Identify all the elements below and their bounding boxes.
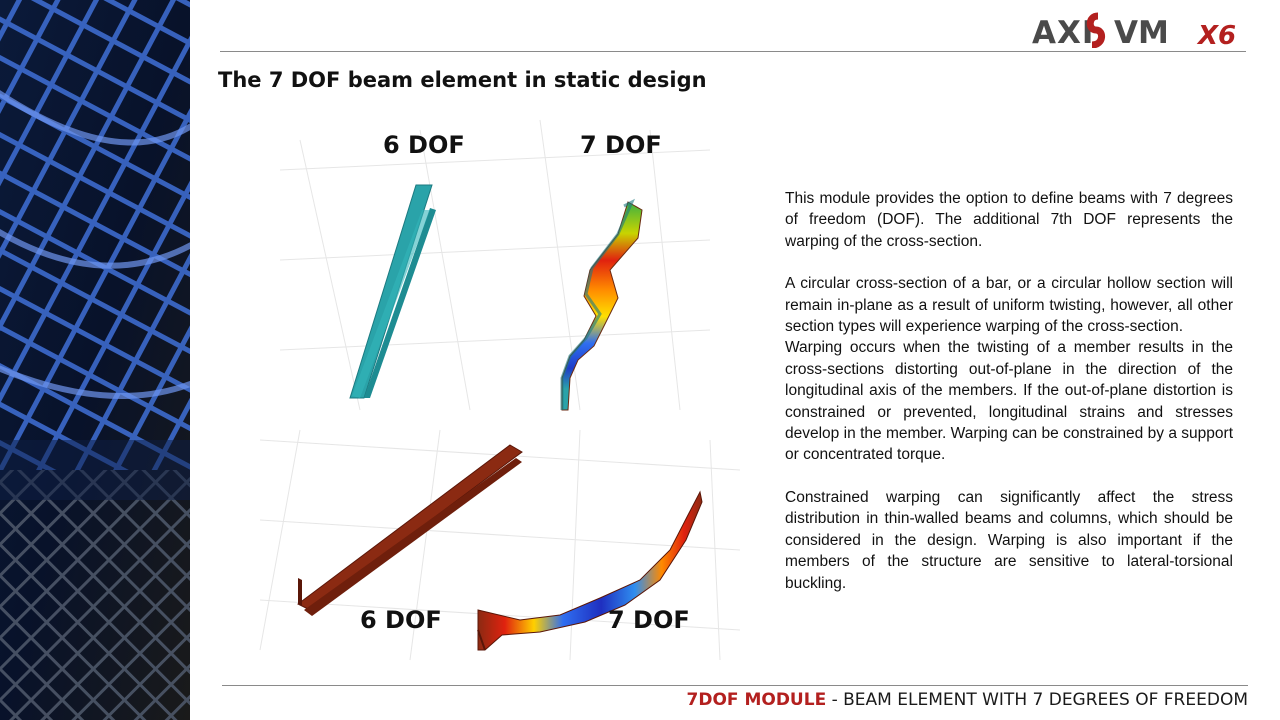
page-title: The 7 DOF beam element in static design: [218, 68, 707, 92]
paragraph-intro: This module provides the option to define beams with 7 degrees of freedom (DOF). The additional 7th DOF represents the warping of the cross-section.: [785, 190, 1233, 250]
beam-6dof-bottom: [298, 445, 522, 616]
beam-7dof-top: [562, 202, 642, 410]
svg-text:X6: X6: [1198, 21, 1237, 48]
description-text: [785, 188, 1233, 594]
axisvm-logo: [1030, 12, 1250, 48]
footer-subtitle: BEAM ELEMENT WITH 7 DEGREES OF FREEDOM: [843, 690, 1248, 710]
paragraph-warping: Warping occurs when the twisting of a member results in the cross-sections distorting out-of-plane in the direction of the longitudinal axis of the members. If the out-of-plane distortion is constrained or prevented, longitudinal strains and stresses develop in the member. Warping can be constrained by a support or concentrated torque.: [785, 339, 1233, 464]
paragraph-constrained-warping: Constrained warping can significantly affect the stress distribution in thin-walled beams and columns, which should be considered in the design. Warping is also important if the members of the structure are sensitive to lateral-torsional buckling.: [785, 488, 1233, 592]
svg-text:AXI: AXI: [1032, 15, 1095, 48]
svg-text:VM: VM: [1114, 15, 1169, 48]
label-7dof-top: 7 DOF: [580, 131, 662, 159]
footer-separator: -: [826, 690, 844, 710]
beam-comparison-figure: [240, 110, 760, 670]
beam-6dof-top: [350, 185, 436, 398]
label-7dof-bottom: 7 DOF: [608, 606, 690, 634]
slide-footer: [687, 690, 1248, 710]
footer-module-name: 7DOF MODULE: [686, 690, 827, 710]
header-rule: [220, 51, 1246, 52]
architecture-photo: [0, 0, 190, 720]
footer-rule: [222, 685, 1248, 686]
paragraph-circular-section: A circular cross-section of a bar, or a circular hollow section will remain in-plane as a result of uniform twisting, however, all other section types will experience warping of the cross-section.: [785, 275, 1233, 336]
label-6dof-top: 6 DOF: [383, 131, 465, 159]
label-6dof-bottom: 6 DOF: [360, 606, 442, 634]
